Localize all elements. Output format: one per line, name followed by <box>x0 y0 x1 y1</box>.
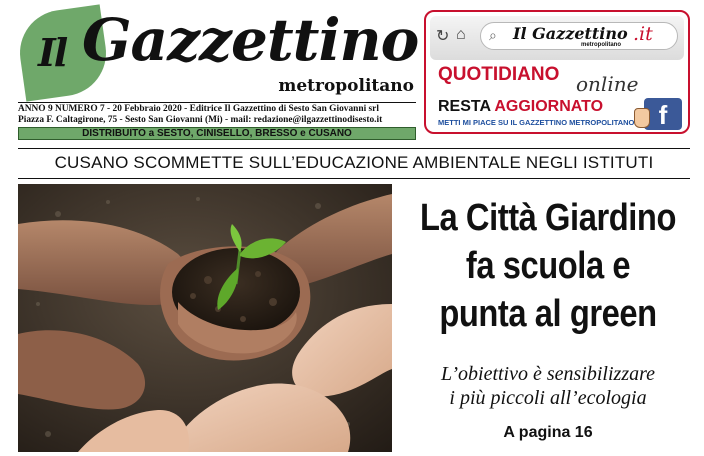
distribution-banner: DISTRIBUITO a SESTO, CINISELLO, BRESSO e CUSANO <box>18 127 416 140</box>
reload-icon: ↻ <box>436 28 450 45</box>
headline-line-2: fa scuola e <box>465 245 631 287</box>
ad-site-tld: .it <box>633 23 653 45</box>
logo-subtitle: metropolitano <box>278 76 414 96</box>
ad-site-subtitle: metropolitano <box>581 42 621 48</box>
divider-bottom <box>18 178 690 179</box>
masthead <box>18 6 419 142</box>
ad-site-logo: Il Gazzettino <box>513 24 628 43</box>
logo-wordmark: Gazzettino <box>82 6 419 74</box>
ad-resta-word: RESTA <box>438 98 491 115</box>
facebook-icon[interactable]: f <box>644 98 682 130</box>
headline-line-1: La Città Giardino <box>420 197 676 239</box>
headline-line-3: punta al green <box>439 293 657 335</box>
ad-resta-aggiornato <box>438 98 603 116</box>
issue-info-line: ANNO 9 NUMERO 7 - 20 Febbraio 2020 - Editrice Il Gazzettino di Sesto San Giovanni srl <box>18 102 416 115</box>
thumbs-up-icon <box>634 108 650 128</box>
divider-top <box>18 148 690 149</box>
online-edition-ad[interactable] <box>424 10 690 134</box>
article-photo[interactable] <box>18 184 392 452</box>
browser-bar-graphic <box>430 16 684 60</box>
subhead-line-1: L’obiettivo è sensibilizzare <box>440 363 656 385</box>
ad-like-cta[interactable]: METTI MI PIACE SU IL GAZZETTINO METROPOLITANO <box>438 118 635 127</box>
section-kicker: CUSANO SCOMMETTE SULL’EDUCAZIONE AMBIENTALE NEGLI ISTITUTI <box>54 153 654 172</box>
article-subheadline <box>398 362 698 410</box>
ad-quotidiano-text: QUOTIDIANO <box>438 64 560 85</box>
ad-aggiornato-word: AGGIORNATO <box>494 98 604 115</box>
subhead-line-2: i più piccoli all’ecologia <box>449 387 647 409</box>
address-info-line: Piazza F. Caltagirone, 75 - Sesto San Giovanni (Mi) - mail: redazione@ilgazzettinodisesto.it <box>18 115 383 125</box>
address-bar-graphic <box>480 22 678 50</box>
article-headline[interactable] <box>419 194 677 338</box>
newspaper-logo[interactable] <box>18 6 419 102</box>
ad-online-text: online <box>576 72 639 96</box>
hands-holding-seedling-icon <box>18 184 392 452</box>
search-icon: ⌕ <box>489 27 497 43</box>
home-icon: ⌂ <box>456 26 466 43</box>
page-reference[interactable]: A pagina 16 <box>503 424 593 441</box>
logo-il: Il <box>38 30 67 75</box>
